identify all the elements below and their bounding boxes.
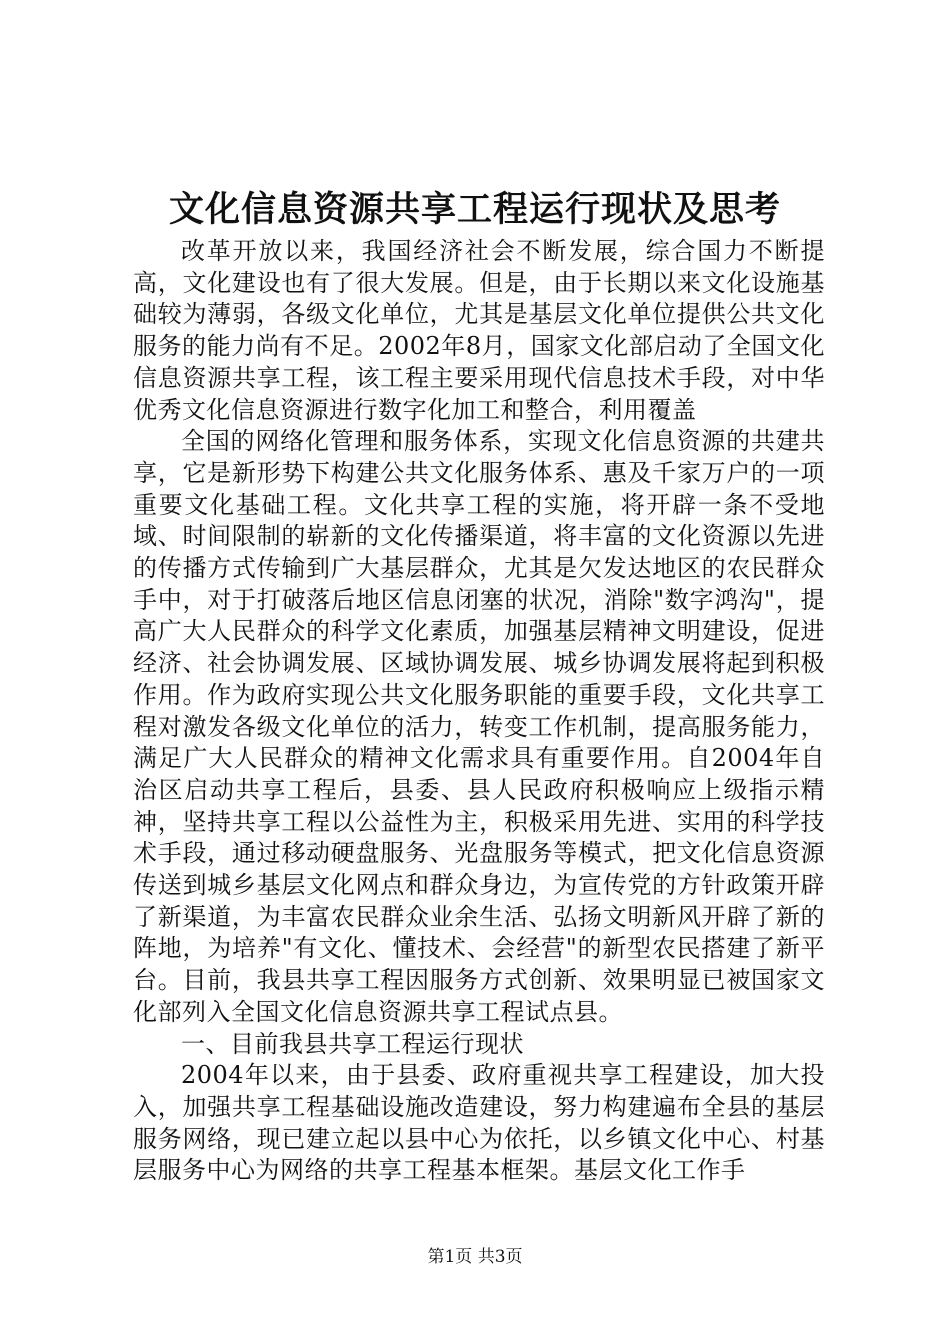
document-body	[133, 236, 825, 1187]
page-number-footer: 第1页 共3页	[427, 1247, 523, 1267]
paragraph-status: 2004年以来，由于县委、政府重视共享工程建设，加大投入，加强共享工程基础设施改造建设，努力构建遍布全县的基层服务网络，现已建立起以县中心为依托，以乡镇文化中心、村基层服务中心为网络的共享工程基本框架。基层文化工作手	[133, 1061, 825, 1185]
paragraph-significance: 全国的网络化管理和服务体系，实现文化信息资源的共建共享，它是新形势下构建公共文化服务体系、惠及千家万户的一项重要文化基础工程。文化共享工程的实施，将开辟一条不受地域、时间限制的崭新的文化传播渠道，将丰富的文化资源以先进的传播方式传输到广大基层群众，尤其是欠发达地区的农民群众手中，对于打破落后地区信息闭塞的状况，消除"数字鸿沟"，提高广大人民群众的科学文化素质，加强基层精神文明建设，促进经济、社会协调发展、区域协调发展、城乡协调发展将起到积极作用。作为政府实现公共文化服务职能的重要手段，文化共享工程对激发各级文化单位的活力，转变工作机制，提高服务能力，满足广大人民群众的精神文化需求具有重要作用。自2004年自治区启动共享工程后，县委、县人民政府积极响应上级指示精神，坚持共享工程以公益性为主，积极采用先进、实用的科学技术手段，通过移动硬盘服务、光盘服务等模式，把文化信息资源传送到城乡基层文化网点和群众身边，为宣传党的方针政策开辟了新渠道，为丰富农民群众业余生活、弘扬文明新风开辟了新的阵地，为培养"有文化、懂技术、会经营"的新型农民搭建了新平台。目前，我县共享工程因服务方式创新、效果明显已被国家文化部列入全国文化信息资源共享工程试点县。	[133, 427, 825, 1026]
paragraph-intro: 改革开放以来，我国经济社会不断发展，综合国力不断提高，文化建设也有了很大发展。但是，由于长期以来文化设施基础较为薄弱，各级文化单位，尤其是基层文化单位提供公共文化服务的能力尚有不足。2002年8月，国家文化部启动了全国文化信息资源共享工程，该工程主要采用现代信息技术手段，对中华优秀文化信息资源进行数字化加工和整合，利用覆盖	[133, 237, 825, 424]
section-heading: 一、目前我县共享工程运行现状	[181, 1029, 524, 1058]
document-title: 文化信息资源共享工程运行现状及思考	[168, 189, 781, 230]
